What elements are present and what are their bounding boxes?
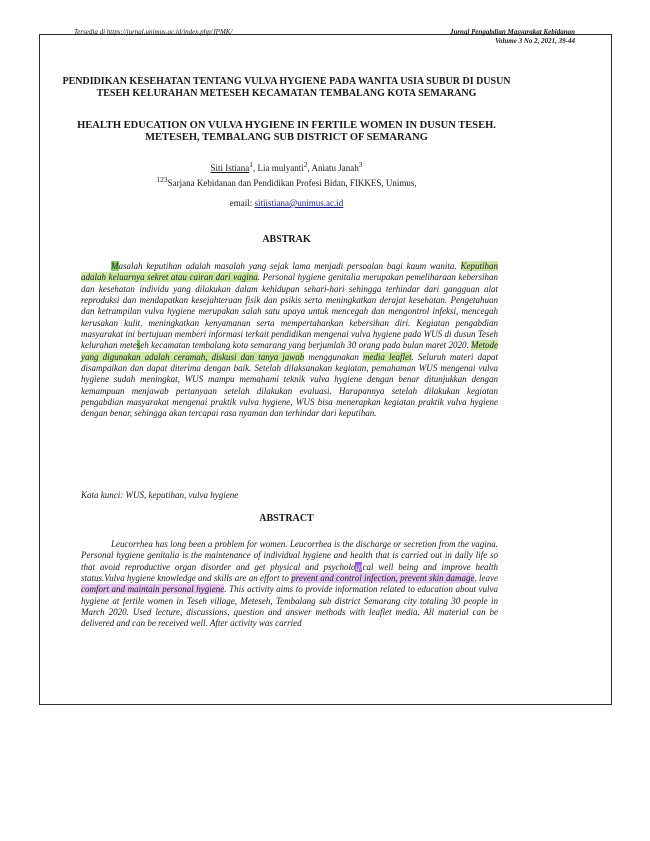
highlight-keputihan[interactable]: Keputihan adalah keluarnya sekret atau cairan dari vagina xyxy=(81,261,498,283)
journal-title: Jurnal Pengabdian Masyarakat Kebidanan xyxy=(449,28,575,36)
email-line xyxy=(50,198,523,208)
highlight-media[interactable]: media leaflet xyxy=(362,351,412,362)
email-link[interactable]: sitiistiana@unimus.ac.id xyxy=(254,198,344,208)
affiliation xyxy=(50,174,523,189)
abstract-text-2: cal well being and improve health status.Vulva hygiene knowledge and skills are an effort to xyxy=(81,561,498,584)
abstrak-text-5: menggunakan xyxy=(304,351,363,362)
highlight-metode[interactable]: Metode yang digunakan adalah ceramah, diskusi dan tanya jawab xyxy=(81,340,498,362)
highlight-marker-purple[interactable]: gi xyxy=(355,561,363,572)
abstrak-heading: ABSTRAK xyxy=(262,234,311,245)
abstract-paragraph xyxy=(81,539,498,630)
highlight-comfort[interactable]: comfort and maintain personal hygiene xyxy=(81,584,225,595)
affil-text: Sarjana Kebidanan dan Pendidikan Profesi Bidan, FIKKES, Unimus, xyxy=(167,178,417,188)
abstract-text-1: Leucorrhea has long been a problem for women. Leucorrhea is the discharge or secretion from the vagina. Personal hygiene genitalia is the maintenance of individual hygiene and health that is carried out in daily life so that avoid reproductive organ disorder and get physical and psycholo xyxy=(81,539,498,572)
keywords: Kata kunci: WUS, keputihan, vulva hygiene xyxy=(81,490,239,500)
abstrak-text-0: asalah keputihan adalah masalah yang sejak lama menjadi persoalan bagi kaum wanita. xyxy=(118,261,461,271)
author-1: Siti Istiana xyxy=(210,163,250,173)
author-3: Aniatu Janah xyxy=(311,163,359,173)
author-names: Siti Istiana$^1$, Lia mulyanti$^2$, Aniatu Janah$^3$ xyxy=(210,160,363,173)
abstract-text-4: , leave xyxy=(474,573,499,584)
author-3-sup: 3 xyxy=(358,160,363,169)
author-2: Lia mulyanti xyxy=(257,163,304,173)
highlight-marker-2[interactable]: s xyxy=(136,340,141,351)
abstrak-text-7: . Seluruh materi dapat disampaikan dan dapat diterima dengan baik. Setelah dilaksanakan kegiatan, pemahaman WUS mengenai vulva hygiene sudah meningkat, WUS mampu memahami teknik vulva hygiene dengan benar ditunjukkan dengan kemampuan menjawab pertanyaan setelah dilakukan evaluasi. Harapannya setelah dilakukan kegiatan pengabdian masyarakat mengenai praktik vulva hygiene, WUS bisa menerapkan kegiatan praktik vulva hygiene dengan benar, sehingga akan tercapai rasa nyaman dan terhindar dari keputihan. xyxy=(81,351,498,419)
abstract-text-6: . This activity aims to provide information related to education about vulva hygiene at fertile women in Teseh village, Meteseh, Tembalang sub district Semarang city totaling 30 people in March 2020. Used lecture, discussions, question and answer methods with leaflet media. All material can be delivered and can be received well. After activity was carried xyxy=(81,584,498,629)
title-english: HEALTH EDUCATION ON VULVA HYGIENE IN FERTILE WOMEN IN DUSUN TESEH. METESEH, TEMBALANG SUB DISTRICT OF SEMARANG xyxy=(77,120,496,143)
highlight-prevent[interactable]: prevent and control infection, prevent skin damage xyxy=(291,573,475,584)
abstrak-text-2: . Personal hygiene genitalia merupakan pemeliharaan kebersihan dan kesehatan individu yang dilakukan dalam kehidupan sehari-hari sehingga terhindar dari gangguan alat reproduksi dan mendapatkan kesejahteraan fisik dan psikis serta meningkatkan derajat kesehatan. Pengetahuan dan ketrampilan vulva hygiene merupakan salah satu upaya untuk mencegah dan mengontrol infeksi, mencegah kerusakan kulit, meningkatkan kenyamanan serta mempertahankan kebersihan diri. Kegiatan pengabdian masyarakat ini bertujuan memberi informasi terkait pendidikan mengenai vulva hygiene pada WUS di dusun Teseh kelurahan mete xyxy=(81,272,498,351)
abstract-heading: ABSTRACT xyxy=(259,513,314,524)
title-indonesian: PENDIDIKAN KESEHATAN TENTANG VULVA HYGIENE PADA WANITA USIA SUBUR DI DUSUN TESEH KELURAHAN METESEH KECAMATAN TEMBALANG KOTA SEMARANG xyxy=(62,76,511,99)
abstrak-text-3: eh kecamatan tembalang kota semarang yang berjumlah 30 orang pada bulan maret 2020. xyxy=(140,340,471,351)
affil-sup: 123 xyxy=(156,175,168,184)
authors-block xyxy=(50,159,523,189)
abstrak-paragraph xyxy=(81,261,498,420)
journal-name xyxy=(450,28,575,46)
journal-volume: Volume 3 No 2, 2021, 39-44 xyxy=(495,37,575,45)
highlight-marker[interactable]: M xyxy=(111,261,119,271)
email-label: email: xyxy=(229,198,255,208)
author-2-sup: 2 xyxy=(303,160,308,169)
author-1-sup: 1 xyxy=(249,160,253,169)
journal-url: Tersedia di https://jurnal.unimus.ac.id/index.php/JPMK/ xyxy=(74,28,233,36)
